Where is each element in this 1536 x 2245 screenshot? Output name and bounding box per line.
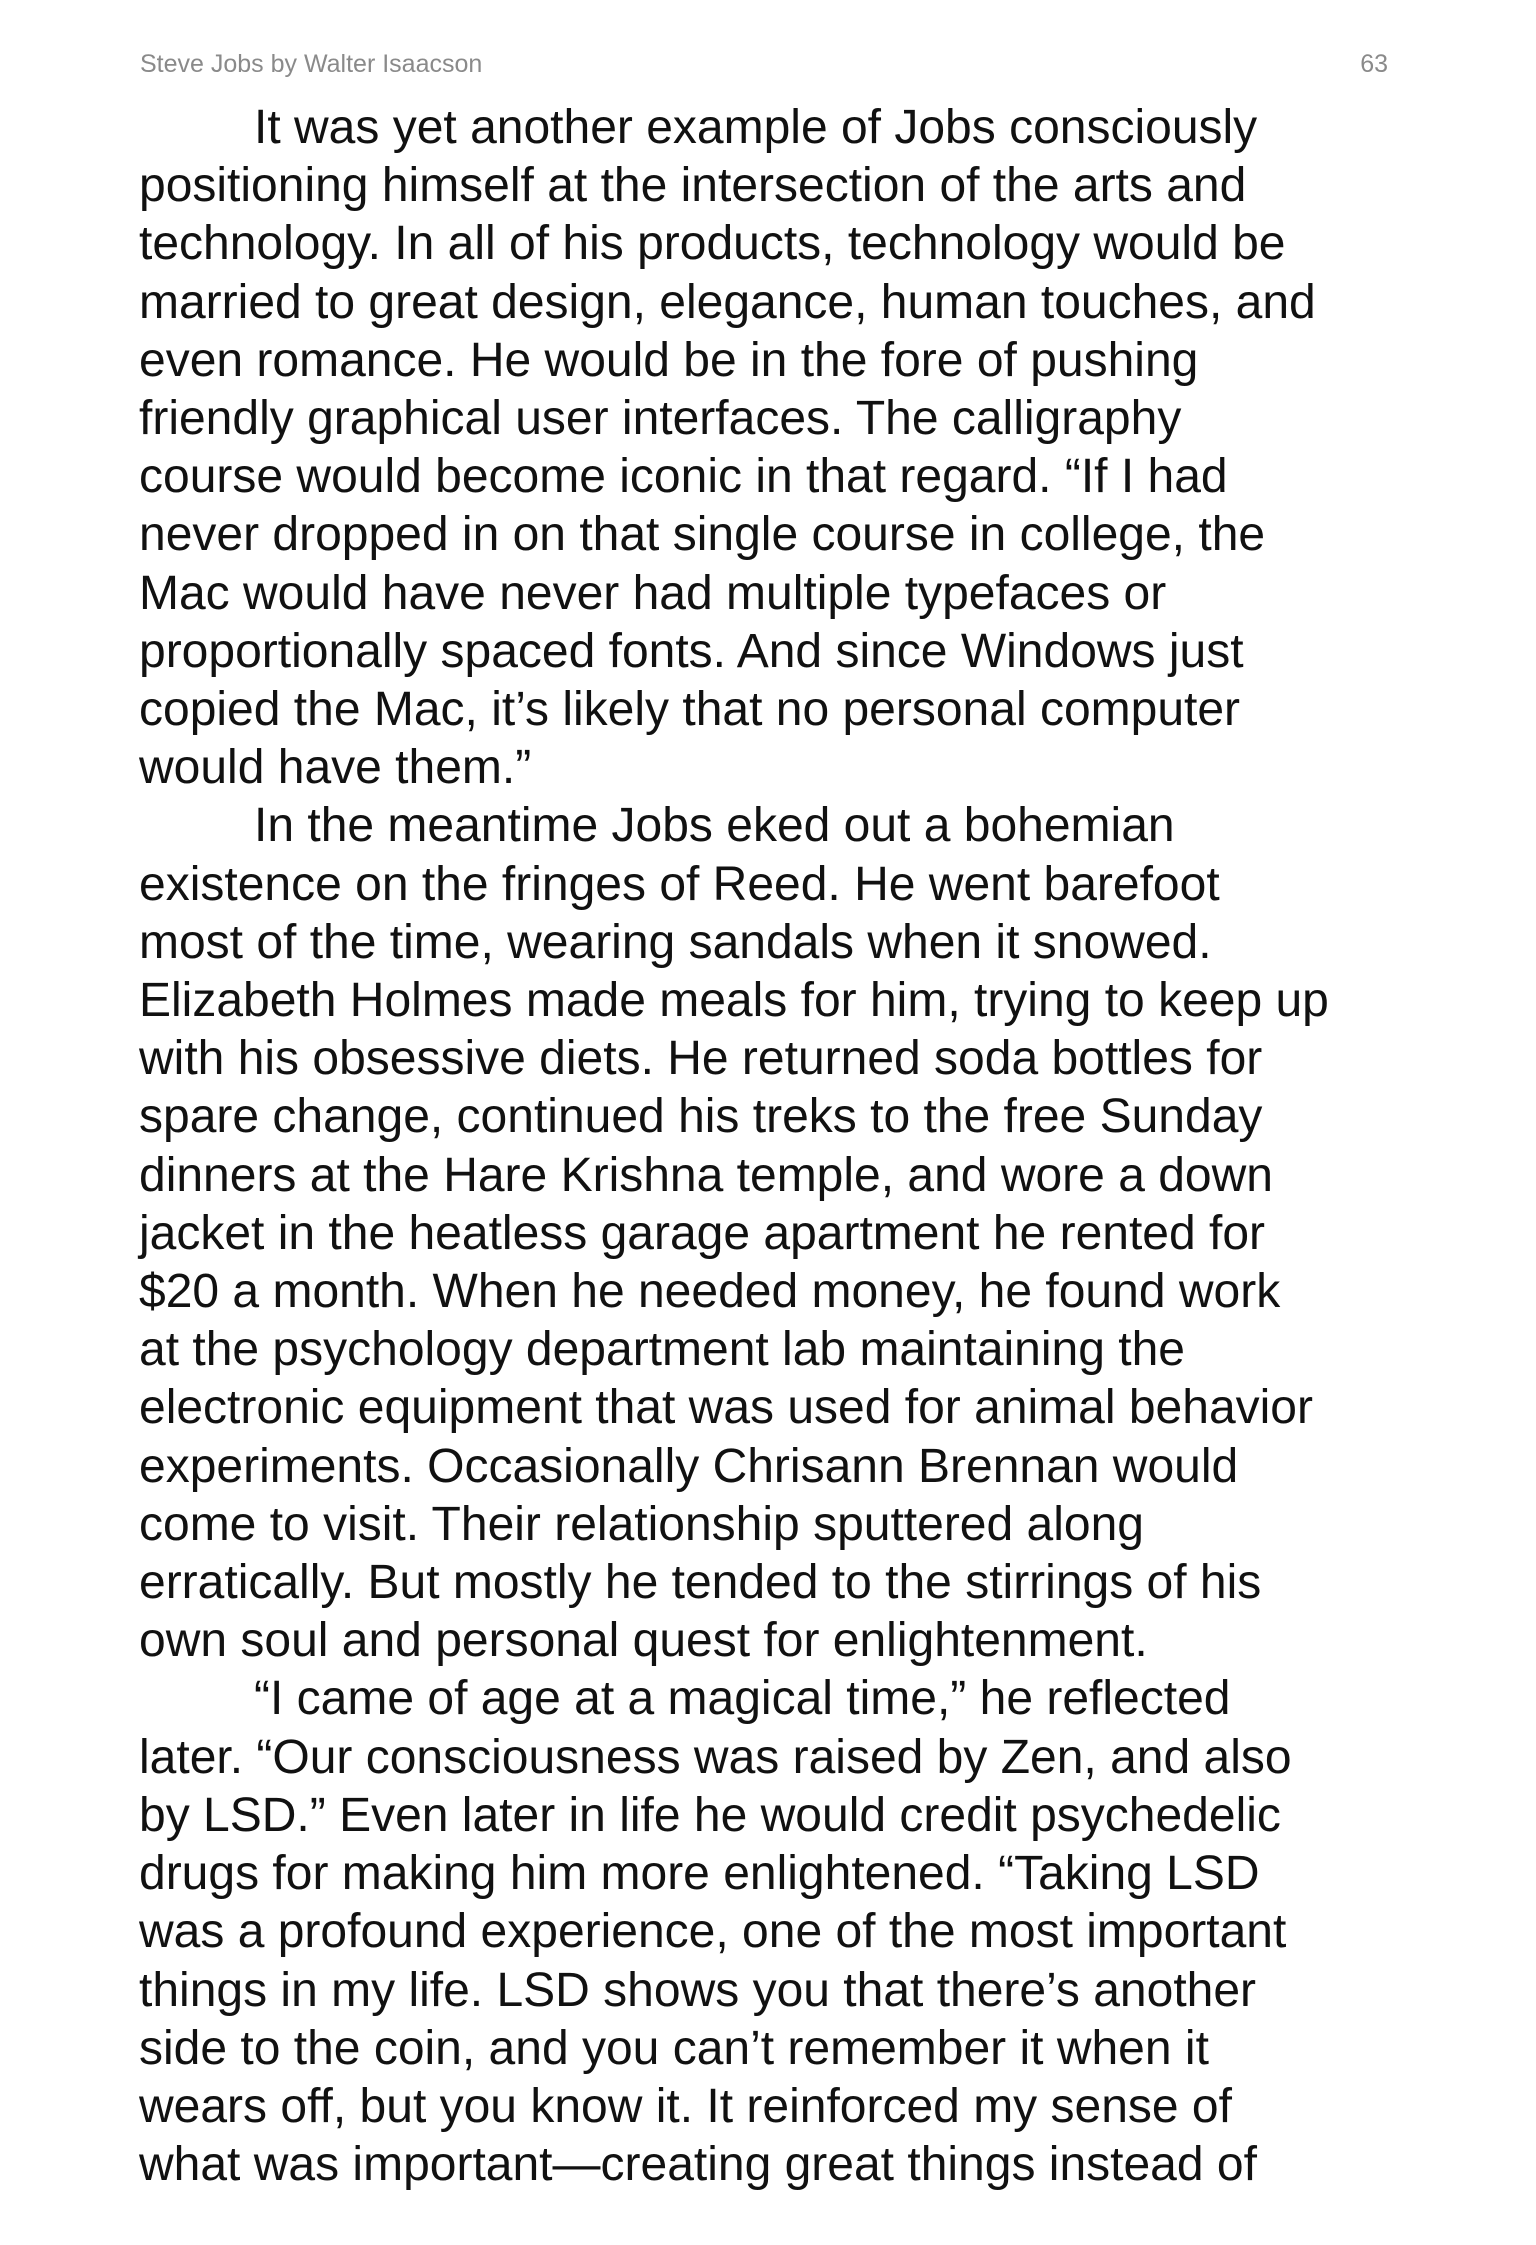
- text-line: electronic equipment that was used for animal behavior: [139, 1381, 1313, 1435]
- text-line: “I came of age at a magical time,” he reflected: [254, 1672, 1231, 1726]
- text-line: course would become iconic in that regard. “If I had: [139, 450, 1228, 504]
- text-line: side to the coin, and you can’t remember it when it: [139, 2021, 1209, 2075]
- text-line: technology. In all of his products, technology would be: [139, 217, 1286, 271]
- text-line: proportionally spaced fonts. And since Windows just: [139, 624, 1244, 678]
- text-line: existence on the fringes of Reed. He went barefoot: [139, 857, 1220, 911]
- text-line: wears off, but you know it. It reinforced my sense of: [139, 2079, 1232, 2133]
- text-line: even romance. He would be in the fore of pushing: [139, 333, 1199, 387]
- text-line: friendly graphical user interfaces. The calligraphy: [139, 392, 1182, 446]
- text-line: would have them.”: [139, 741, 532, 795]
- text-line: erratically. But mostly he tended to the stirrings of his: [139, 1556, 1262, 1610]
- text-line: come to visit. Their relationship sputtered along: [139, 1497, 1144, 1551]
- text-line: spare change, continued his treks to the free Sunday: [139, 1090, 1263, 1144]
- paragraph-1: [139, 99, 1401, 797]
- paragraph-3: [139, 1670, 1401, 2194]
- text-line: Elizabeth Holmes made meals for him, trying to keep up: [139, 974, 1329, 1028]
- text-line: It was yet another example of Jobs consciously: [254, 101, 1258, 154]
- text-line: Mac would have never had multiple typefaces or: [139, 566, 1167, 620]
- text-line: In the meantime Jobs eked out a bohemian: [254, 799, 1175, 853]
- page-number: 63: [1360, 50, 1388, 78]
- text-line: dinners at the Hare Krishna temple, and wore a down: [139, 1148, 1273, 1202]
- text-line: most of the time, wearing sandals when it snowed.: [139, 915, 1212, 969]
- text-line: experiments. Occasionally Chrisann Brennan would: [139, 1439, 1239, 1493]
- text-line: copied the Mac, it’s likely that no personal computer: [139, 683, 1241, 737]
- text-line: $20 a month. When he needed money, he found work: [139, 1265, 1281, 1319]
- text-line: own soul and personal quest for enlightenment.: [139, 1614, 1148, 1668]
- text-line: by LSD.” Even later in life he would credit psychedelic: [139, 1788, 1281, 1842]
- text-line: positioning himself at the intersection of the arts and: [139, 159, 1247, 213]
- book-title: Steve Jobs by Walter Isaacson: [140, 50, 483, 78]
- text-line: what was important—creating great things instead of: [139, 2138, 1257, 2192]
- text-line: was a profound experience, one of the most important: [139, 1905, 1287, 1959]
- running-header: [140, 50, 1388, 80]
- paragraph-2: [139, 797, 1401, 1670]
- text-line: later. “Our consciousness was raised by Zen, and also: [139, 1730, 1292, 1784]
- text-line: never dropped in on that single course in college, the: [139, 508, 1266, 562]
- page-body: [139, 99, 1401, 2194]
- text-line: drugs for making him more enlightened. “Taking LSD: [139, 1847, 1260, 1901]
- text-line: with his obsessive diets. He returned soda bottles for: [139, 1032, 1263, 1086]
- text-line: at the psychology department lab maintaining the: [139, 1323, 1185, 1377]
- text-line: jacket in the heatless garage apartment he rented for: [139, 1206, 1266, 1260]
- text-line: married to great design, elegance, human touches, and: [139, 275, 1316, 329]
- text-line: things in my life. LSD shows you that there’s another: [139, 1963, 1257, 2017]
